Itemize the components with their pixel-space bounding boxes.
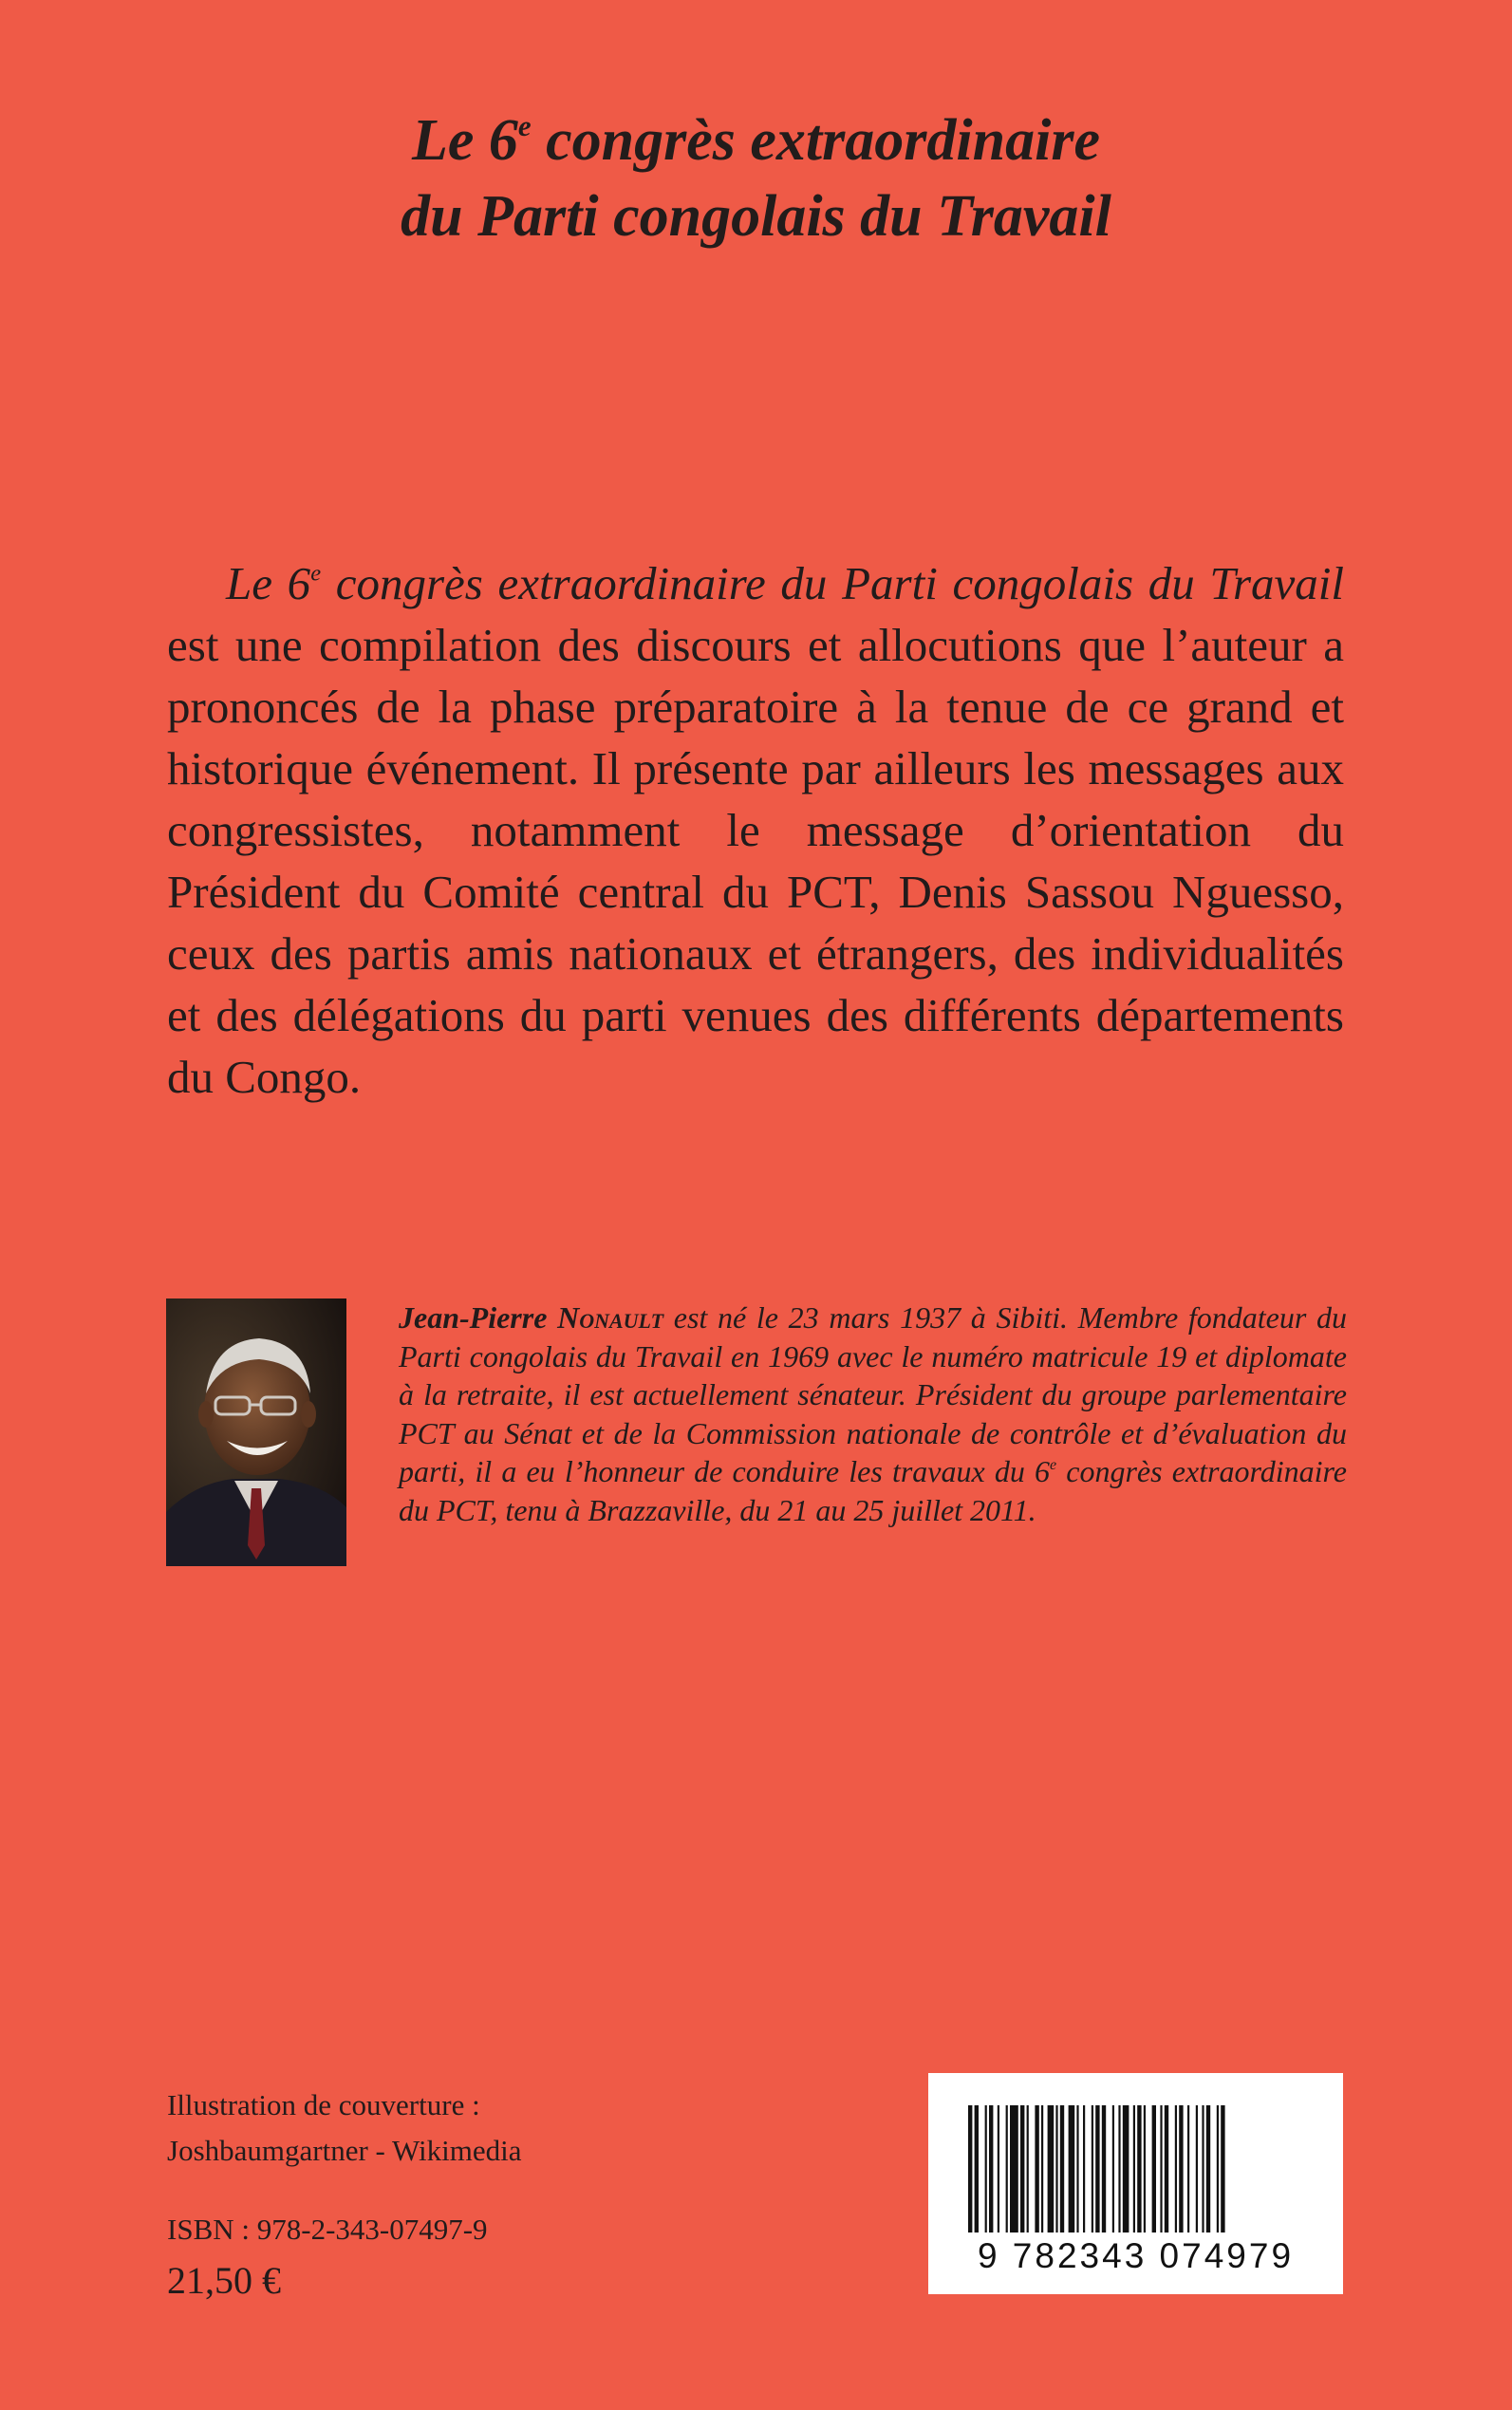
- isbn: ISBN : 978-2-343-07497-9: [167, 2213, 488, 2246]
- barcode-bar: [1006, 2105, 1008, 2233]
- summary-lead-title: Le 6e congrès extraordinaire du Parti congolais du Travail: [226, 557, 1344, 609]
- book-title: [0, 103, 1512, 254]
- barcode-bar: [1165, 2105, 1168, 2233]
- barcode-bar: [1206, 2105, 1210, 2233]
- barcode-digits: 9 782343 074979: [977, 2236, 1295, 2275]
- barcode-bar: [1035, 2105, 1038, 2233]
- barcode-bar: [1010, 2105, 1018, 2233]
- barcode-bar: [989, 2105, 993, 2233]
- barcode-bar: [1060, 2105, 1064, 2233]
- barcode-bar: [968, 2105, 972, 2233]
- barcode-bar: [1217, 2105, 1219, 2233]
- barcode-bar: [1137, 2105, 1141, 2233]
- book-summary: [167, 552, 1344, 1108]
- title-line-2: du Parti congolais du Travail: [401, 184, 1111, 249]
- barcode-bar: [1144, 2105, 1146, 2233]
- barcode-bar: [1102, 2105, 1106, 2233]
- barcode-bar: [1187, 2105, 1189, 2233]
- barcode-bar: [1179, 2105, 1183, 2233]
- barcode-bar: [1083, 2105, 1085, 2233]
- barcode-bar: [1076, 2105, 1078, 2233]
- barcode-bar: [1175, 2105, 1177, 2233]
- barcode-bar: [1095, 2105, 1099, 2233]
- barcode-bar: [1027, 2105, 1029, 2233]
- barcode-bar: [1123, 2105, 1129, 2233]
- barcode-bar: [1048, 2105, 1055, 2233]
- credit-label: Illustration de couverture :: [167, 2088, 480, 2121]
- barcode-bar: [1152, 2105, 1156, 2233]
- barcode-bar: [998, 2105, 999, 2233]
- barcode-bar: [975, 2105, 979, 2233]
- barcode-bar: [1041, 2105, 1043, 2233]
- barcode-bar: [985, 2105, 987, 2233]
- barcode-bar: [1069, 2105, 1075, 2233]
- credit-source: Joshbaumgartner - Wikimedia: [167, 2134, 522, 2167]
- barcode-bar: [1055, 2105, 1057, 2233]
- barcode-bar: [1160, 2105, 1162, 2233]
- barcode-bar: [1196, 2105, 1198, 2233]
- author-name: Jean-Pierre Nonault: [399, 1300, 664, 1335]
- barcode-bar: [1202, 2105, 1204, 2233]
- barcode-bar: [1221, 2105, 1224, 2233]
- barcode-bar: [1092, 2105, 1093, 2233]
- author-photo: [166, 1298, 346, 1566]
- barcode-bar: [1118, 2105, 1120, 2233]
- barcode-bar: [1112, 2105, 1114, 2233]
- barcode-bar: [1133, 2105, 1135, 2233]
- author-biography: Jean-Pierre Nonault est né le 23 mars 1937 à Sibiti. Membre fondateur du Parti congolais du Travail en 1969 avec le numéro matricule 19 et diplomate à la retraite, il est actuellement sénateur. Président du groupe parlementaire PCT au Sénat et de la Commission nationale de contrôle et d’évaluation du parti, il a eu l’honneur de conduire les travaux du 6e congrès extraordinaire du PCT, tenu à Brazzaville, du 21 au 25 juillet 2011.: [399, 1300, 1348, 1527]
- barcode: [928, 2073, 1343, 2294]
- summary-text: est une compilation des discours et allocutions que l’auteur a prononcés de la phase préparatoire à la tenue de ce grand et historique événement. Il présente par ailleurs les messages aux congressistes, notamment le message d’orientation du Président du Comité central du PCT, Denis Sassou Nguesso, ceux des partis amis nationaux et étrangers, des individualités et des délégations du parti venues des différents départements du Congo.: [167, 619, 1344, 1103]
- cover-credit: [167, 2083, 522, 2174]
- price: 21,50 €: [167, 2259, 281, 2302]
- title-line-1: Le 6e congrès extraordinaire: [411, 108, 1100, 173]
- barcode-bar: [1020, 2105, 1024, 2233]
